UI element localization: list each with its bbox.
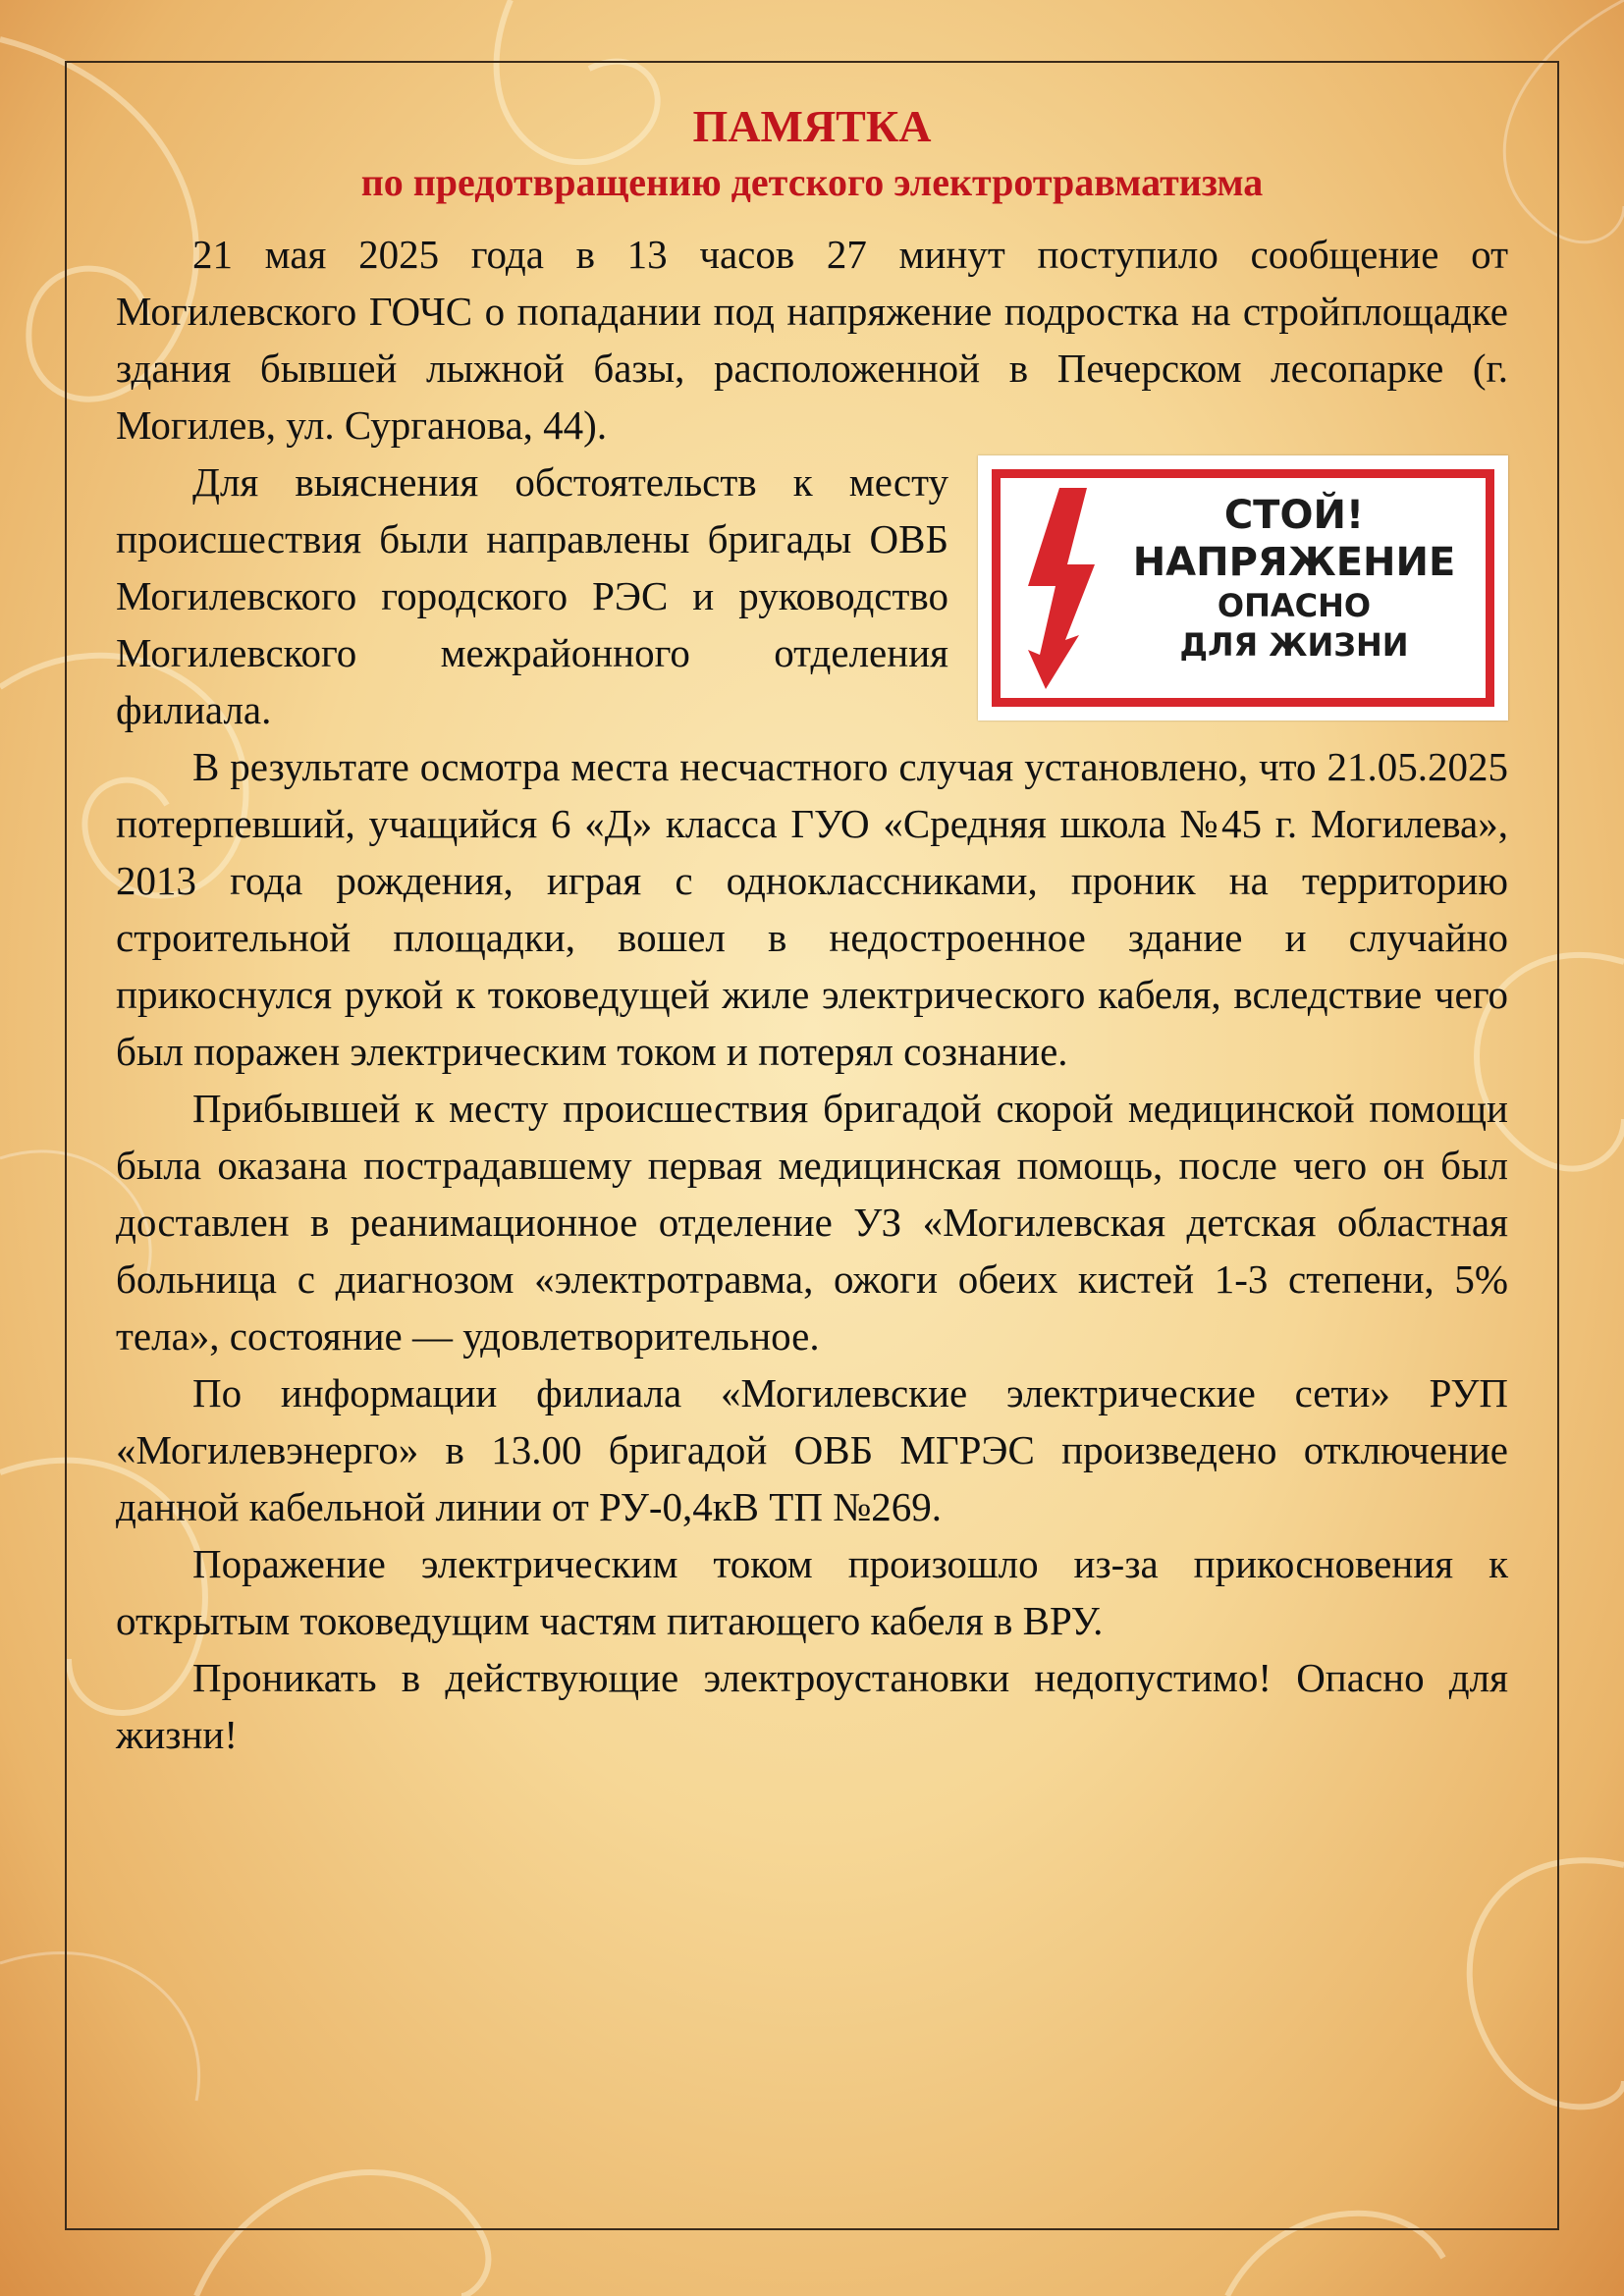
sign-line-danger: ОПАСНО <box>1217 587 1372 624</box>
memo-document <box>116 98 1508 1763</box>
memo-subtitle: по предотвращению детского электротравматизма <box>360 160 1264 204</box>
paragraph-warning: Проникать в действующие электроустановки недопустимо! Опасно для жизни! <box>116 1655 1508 1757</box>
lightning-bolt-icon <box>1018 488 1107 689</box>
paragraph-investigation: Для выяснения обстоятельств к месту происшествия были направлены бригады ОВБ Могилевского городского РЭС и руководство Могилевского межрайонного отделения филиала. <box>116 459 948 732</box>
warning-sign <box>978 455 1508 721</box>
sign-line-voltage: НАПРЯЖЕНИЕ <box>1132 540 1456 585</box>
paragraph-inspection: В результате осмотра места несчастного случая установлено, что 21.05.2025 потерпевший, учащийся 6 «Д» класса ГУО «Средняя школа №45 г. Могилева», 2013 года рождения, играя с одноклассниками, проник на территорию строительной площадки, вошел в недостроенное здание и случайно прикоснулся рукой к токоведущей жиле электрического кабеля, вследствие чего был поражен электрическим током и потерял сознание. <box>116 744 1508 1074</box>
memo-title: ПАМЯТКА <box>692 101 932 151</box>
paragraph-medical-help: Прибывшей к месту происшествия бригадой скорой медицинской помощи была оказана пострадавшему первая медицинская помощь, после чего он был доставлен в реанимационное отделение УЗ «Могилевская детская областная больница с диагнозом «электротравма, ожоги обеих кистей 1-3 степени, 5% тела», состояние — удовлетворительное. <box>116 1086 1508 1359</box>
warning-sign-frame <box>992 469 1494 707</box>
paragraph-cause: Поражение электрическим током произошло из-за прикосновения к открытым токоведущим частям питающего кабеля в ВРУ. <box>116 1541 1508 1643</box>
paragraph-disconnection: По информации филиала «Могилевские электрические сети» РУП «Могилевэнерго» в 13.00 бригадой ОВБ МГРЭС произведено отключение данной кабельной линии от РУ-0,4кВ ТП №269. <box>116 1370 1508 1529</box>
warning-sign-text <box>1109 492 1480 665</box>
paragraph-incident: 21 мая 2025 года в 13 часов 27 минут поступило сообщение от Могилевского ГОЧС о попадании под напряжение подростка на стройплощадке здания бывшей лыжной базы, расположенной в Печерском лесопарке (г. Могилев, ул. Сурганова, 44). <box>116 232 1508 448</box>
sign-line-life: ДЛЯ ЖИЗНИ <box>1179 626 1409 664</box>
sign-line-stop: СТОЙ! <box>1223 493 1365 538</box>
